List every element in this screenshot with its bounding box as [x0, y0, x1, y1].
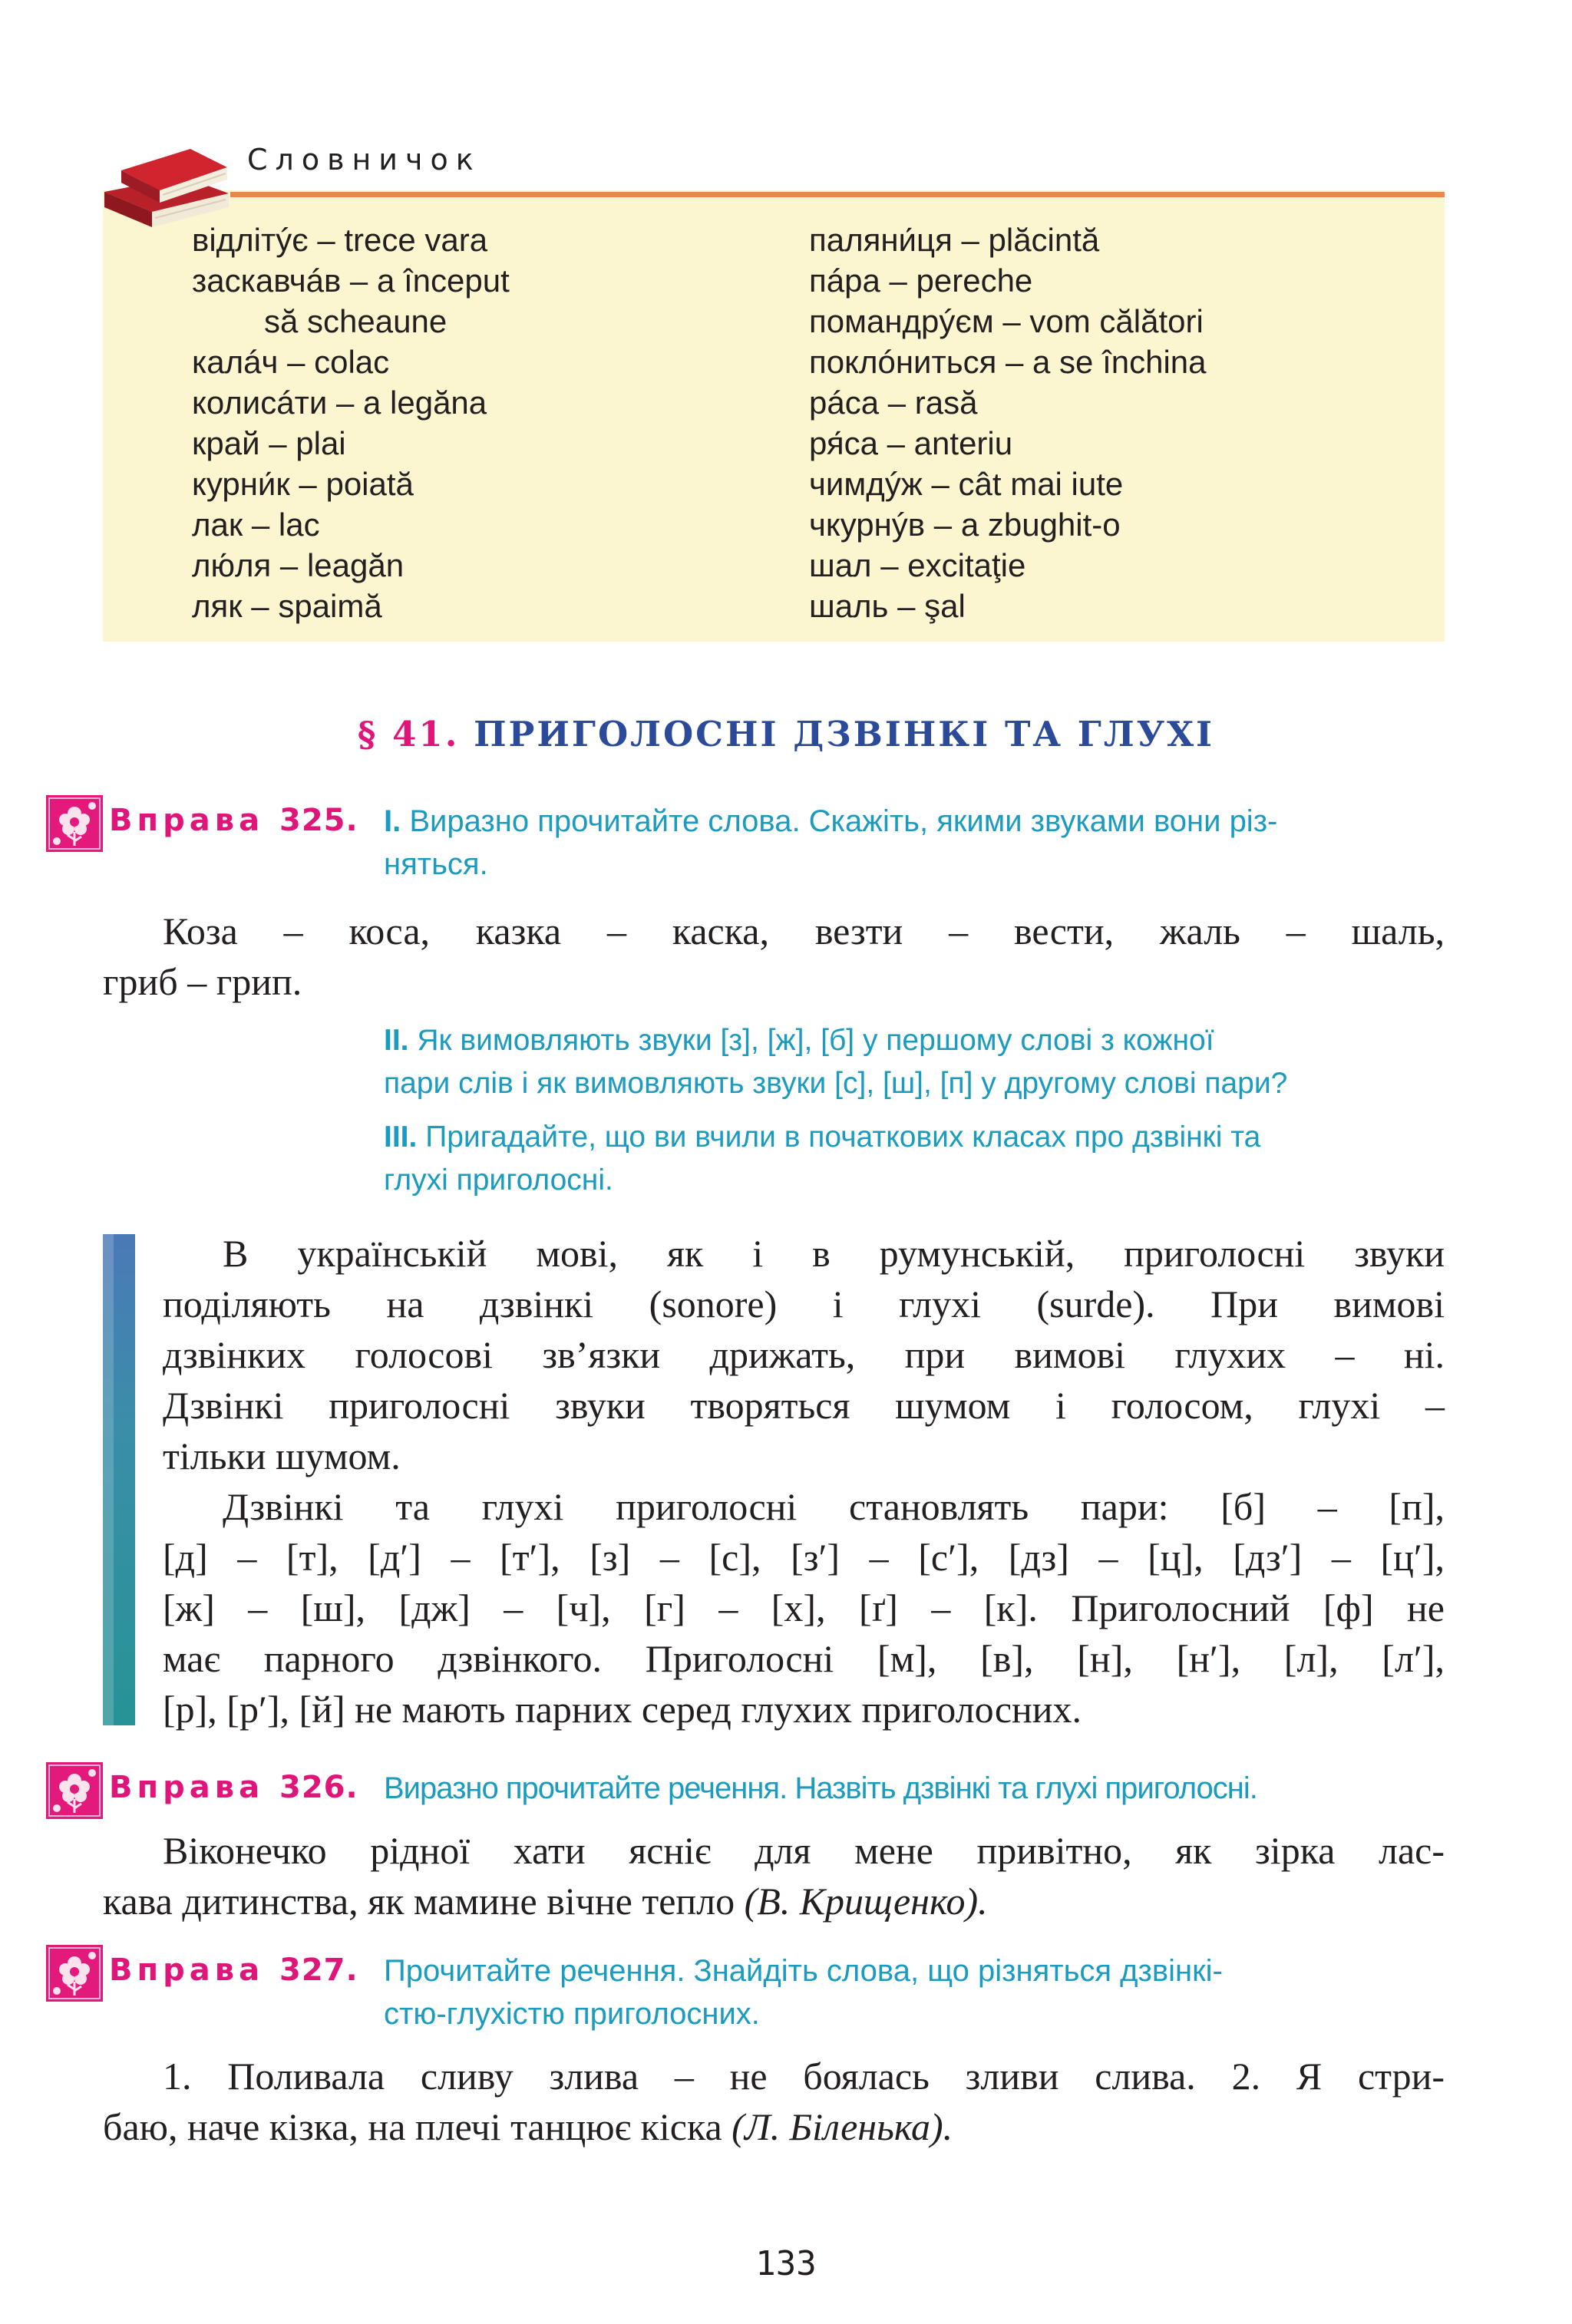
- glossary-entry: калáч – colac: [192, 344, 390, 380]
- task-text: Прочитайте речення. Знайдіть слова, що різняться дзвінкі-: [384, 1954, 1223, 1988]
- task-roman-numeral: I.: [384, 804, 401, 838]
- exercise-326-label: [109, 1770, 358, 1805]
- task-text: глухі приголосні.: [384, 1164, 613, 1197]
- glossary-entry: ляк – spaimă: [192, 588, 382, 624]
- text-fragment: баю, наче кізка, на плечі танцює кіска: [103, 2105, 722, 2148]
- exercise-word: Вправа: [109, 1770, 265, 1805]
- glossary-entry: лак – lac: [192, 507, 320, 543]
- exercise-flower-icon: [46, 1945, 103, 2002]
- exercise-326-task: Виразно прочитайте речення. Назвіть дзвінкі та глухі приголосні.: [384, 1771, 1257, 1805]
- rule-bar: [103, 1234, 135, 1725]
- exercise-flower-icon: [46, 1762, 103, 1819]
- exercise-325-task-1: [384, 800, 1451, 886]
- glossary-entry-continuation: să scheaune: [264, 303, 447, 339]
- task-text: Виразно прочитайте слова. Скажіть, якими звуками вони різ-: [409, 804, 1278, 838]
- task-roman-numeral: II.: [384, 1024, 409, 1057]
- exercise-number: 327.: [279, 1953, 358, 1988]
- rule-line: Дзвінкі та глухі приголосні становлять пари: [б] – [п],: [223, 1485, 1445, 1528]
- rule-line: поділяють на дзвінкі (sonore) і глухі (surde). При вимові: [163, 1282, 1445, 1325]
- text-fragment: кава дитинства, як мамине вічне тепло: [103, 1880, 735, 1923]
- exercise-325-words: [103, 906, 1445, 1007]
- exercise-number: 326.: [279, 1770, 358, 1805]
- task-text: Пригадайте, що ви вчили в початкових класах про дзвінкі та: [425, 1121, 1261, 1154]
- exercise-word: Вправа: [109, 1953, 265, 1988]
- task-text: стю-глухістю приголосних.: [384, 1997, 760, 2031]
- text-line: гриб – грип.: [103, 960, 302, 1003]
- glossary-entry: паляни́ця – plăcintă: [809, 222, 1100, 258]
- rule-line: дзвінких голосові зв’язки дрижать, при вимові глухих – ні.: [163, 1333, 1445, 1376]
- section-heading-text: ПРИГОЛОСНІ ДЗВІНКІ ТА ГЛУХІ: [474, 714, 1215, 754]
- exercise-325-label: [109, 803, 358, 838]
- task-roman-numeral: III.: [384, 1121, 418, 1154]
- glossary-right-column: [809, 220, 1207, 626]
- rule-line: Дзвінкі приголосні звуки творяться шумом і голосом, глухі –: [163, 1384, 1445, 1427]
- glossary-entry: чимдýж – cât mai iute: [809, 466, 1124, 502]
- rule-line: В українській мові, як і в румунській, приголосні звуки: [223, 1232, 1445, 1275]
- task-text: пари слів і як вимовляють звуки [с], [ш], [п] у другому слові пари?: [384, 1067, 1288, 1100]
- rule-line: тільки шумом.: [163, 1434, 401, 1477]
- glossary-entry: колисáти – a legăna: [192, 385, 487, 421]
- glossary-entry: пáра – pereche: [809, 262, 1033, 299]
- glossary-entry: помандрýєм – vom călători: [809, 303, 1204, 339]
- glossary-entry: поклóниться – a se închina: [809, 344, 1207, 380]
- books-icon: [98, 132, 230, 232]
- rule-line: має парного дзвінкого. Приголосні [м], [в], [н], [н′], [л], [л′],: [163, 1637, 1445, 1680]
- text-line: Віконечко рідної хати ясніє для мене привітно, як зірка лас-: [163, 1829, 1445, 1872]
- section-number: § 41.: [357, 714, 460, 754]
- glossary-entry: шаль – şal: [809, 588, 966, 624]
- glossary-entry: лю́ля – leagăn: [192, 547, 405, 583]
- page-number: 133: [755, 2244, 817, 2283]
- author: (Л. Біленька).: [732, 2105, 953, 2148]
- glossary-entry: рáса – rasă: [809, 385, 978, 421]
- exercise-327-label: [109, 1953, 358, 1988]
- text-line: Коза – коса, казка – каска, везти – вести, жаль – шаль,: [163, 909, 1445, 952]
- author: (В. Крищенко).: [744, 1880, 988, 1923]
- task-text: няться.: [384, 847, 488, 881]
- exercise-number: 325.: [279, 803, 358, 838]
- glossary-entry: відлітýє – trece vara: [192, 222, 488, 258]
- text-line: 1. Поливала сливу злива – не боялась зливи слива. 2. Я стри-: [163, 2055, 1445, 2098]
- glossary-divider: [230, 192, 1445, 197]
- rule-line: [р], [р′], [й] не мають парних серед глухих приголосних.: [163, 1688, 1082, 1731]
- glossary-entry: заскавчáв – a început: [192, 262, 510, 299]
- task-text: Як вимовляють звуки [з], [ж], [б] у першому слові з кожної: [417, 1024, 1214, 1057]
- exercise-325-task-3: [384, 1116, 1458, 1202]
- exercise-325-task-2: [384, 1019, 1458, 1105]
- glossary-entry: курни́к – poiată: [192, 466, 414, 502]
- rule-line: [ж] – [ш], [дж] – [ч], [г] – [х], [ґ] – [к]. Приголосний [ф] не: [163, 1586, 1445, 1629]
- glossary-entry: чкурнýв – a zbughit-o: [809, 507, 1121, 543]
- glossary-entry: шал – excitaţie: [809, 547, 1026, 583]
- glossary-left-column: [192, 220, 510, 626]
- glossary-entry: ря́са – anteriu: [809, 425, 1013, 461]
- exercise-327-task: [384, 1949, 1451, 2035]
- exercise-flower-icon: [46, 795, 103, 852]
- glossary-title: Словничок: [247, 143, 481, 177]
- rule-line: [д] – [т], [д′] – [т′], [з] – [с], [з′] – [с′], [дз] – [ц], [дз′] – [ц′],: [163, 1536, 1445, 1579]
- exercise-327-text: [103, 2051, 1445, 2152]
- glossary-entry: край – plai: [192, 425, 346, 461]
- exercise-326-text: [103, 1825, 1445, 1926]
- text-line: [103, 1876, 1445, 1926]
- exercise-word: Вправа: [109, 803, 265, 838]
- section-title: [0, 714, 1572, 754]
- text-line: [103, 2101, 1445, 2152]
- rule-text: [163, 1228, 1445, 1735]
